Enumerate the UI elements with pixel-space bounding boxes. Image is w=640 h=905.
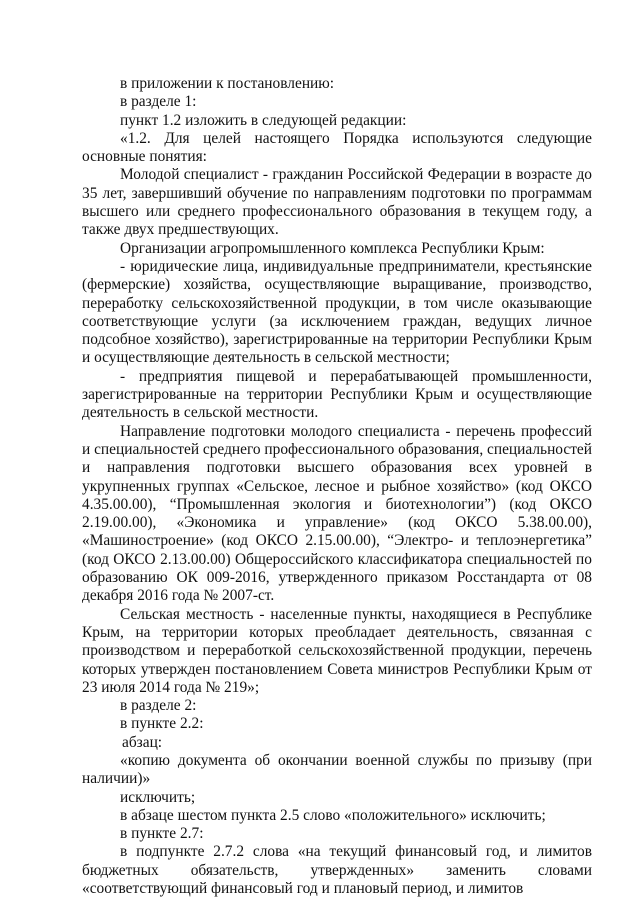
paragraph: «1.2. Для целей настоящего Порядка используются следующие основные понятия:	[82, 129, 592, 166]
paragraph: «копию документа об окончании военной службы по призыву (при наличии)»	[82, 751, 592, 788]
paragraph: в разделе 1:	[120, 93, 197, 111]
paragraph: в разделе 2:	[120, 697, 197, 715]
paragraph: в пункте 2.7:	[120, 825, 204, 843]
paragraph: Молодой специалист - гражданин Российской Федерации в возрасте до 35 лет, завершивший обучение по направлениям подготовки по программам высшего или среднего профессионального образования в текущем году, а также двух предшествующих.	[82, 166, 592, 239]
paragraph: исключить;	[120, 788, 196, 806]
paragraph: пункт 1.2 изложить в следующей редакции:	[120, 111, 407, 129]
paragraph: - предприятия пищевой и перерабатывающей промышленности, зарегистрированные на территории Республики Крым и осуществляющие деятельность в сельской местности.	[82, 367, 592, 422]
paragraph: - юридические лица, индивидуальные предприниматели, крестьянские (фермерские) хозяйства, осуществляющие выращивание, производство, переработку сельскохозяйственной продукции, в том числе оказывающие соответствующие услуги (за исключением граждан, ведущих личное подсобное хозяйство), зарегистрированные на территории Республики Крым и осуществляющие деятельность в сельской местности;	[82, 257, 592, 367]
paragraph: в приложении к постановлению:	[120, 75, 335, 92]
paragraph: в абзаце шестом пункта 2.5 слово «положительного» исключить;	[120, 806, 546, 824]
paragraph: в подпункте 2.7.2 слова «на текущий финансовый год, и лимитов бюджетных обязательств, утвержденных» заменить словами «соответствующий финансовый год и плановый период, и лимитов	[82, 843, 592, 898]
paragraph: Сельская местность - населенные пункты, находящиеся в Республике Крым, на территории которых преобладает деятельность, связанная с производством и переработкой сельскохозяйственной продукции, перечень которых утвержден постановлением Совета министров Республики Крым от 23 июля 2014 года № 219»;	[82, 605, 592, 696]
paragraph: в пункте 2.2:	[120, 715, 204, 733]
document-body	[82, 75, 592, 898]
paragraph: абзац:	[122, 733, 163, 751]
paragraph: Направление подготовки молодого специалиста - перечень профессий и специальностей среднего профессионального образования, специальностей и направления подготовки высшего образования всех уровней в укрупненных группах «Сельское, лесное и рыбное хозяйство» (код ОКСО 4.35.00.00), “Промышленная экология и биотехнологии”) (код ОКСО 2.19.00.00), «Экономика и управление» (код ОКСО 5.38.00.00), «Машиностроение» (код ОКСО 2.15.00.00), “Электро- и теплоэнергетика” (код ОКСО 2.13.00.00) Общероссийского классификатора специальностей по образованию ОК 009-2016, утвержденного приказом Росстандарта от 08 декабря 2016 года № 2007-ст.	[82, 422, 593, 605]
paragraph: Организации агропромышленного комплекса Республики Крым:	[120, 239, 545, 257]
